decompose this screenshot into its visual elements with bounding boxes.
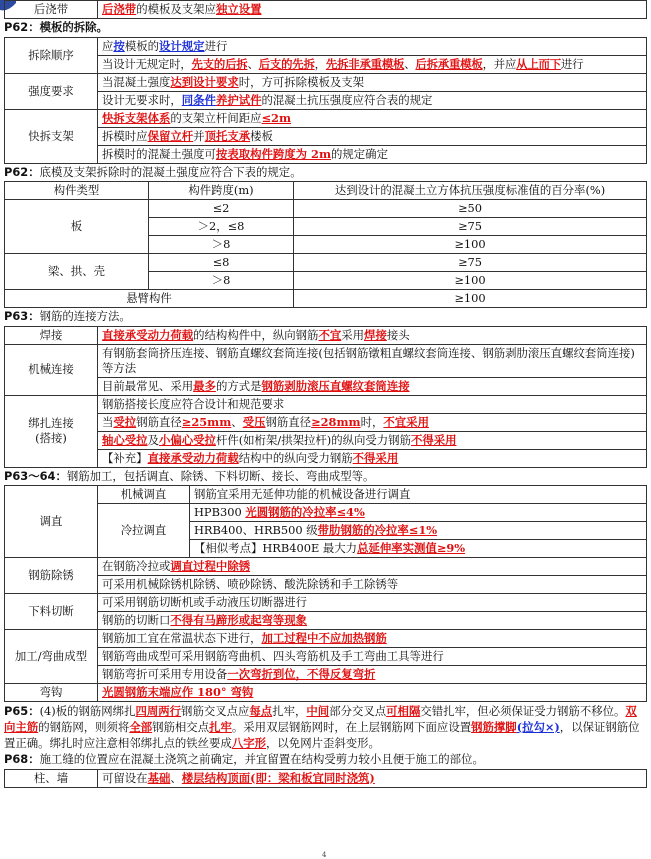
table-row xyxy=(5,594,647,612)
row-text: 可采用机械除锈机除锈、喷砂除锈、酸洗除锈和手工除锈等 xyxy=(98,576,647,594)
row-text: 当设计无规定时，先支的后拆、后支的先拆，先拆非承重模板、后拆承重模板，并应从上而下进行 xyxy=(98,55,647,73)
percent-cell: ≥100 xyxy=(294,236,647,254)
row-text: 应按模板的设计规定进行 xyxy=(98,37,647,55)
table-row xyxy=(5,55,647,73)
row-text: 光圆钢筋末端应作 180° 弯钩 xyxy=(98,684,647,702)
percent-cell: ≥75 xyxy=(294,218,647,236)
row-text: 钢筋弯折可采用专用设备一次弯折到位，不得反复弯折 xyxy=(98,666,647,684)
table-row xyxy=(5,91,647,109)
hook-label: 弯钩 xyxy=(5,684,98,702)
row-text: HPB300 光圆钢筋的冷拉率≤4% xyxy=(190,504,647,522)
member-type-cell: 悬臂构件 xyxy=(5,290,294,308)
column-wall-label: 柱、墙 xyxy=(5,769,98,787)
section-heading-p68: P68：施工缝的位置应在混凝土浇筑之前确定，并宜留置在结构受剪力较小且便于施工的部位。 xyxy=(4,752,484,766)
formwork-removal-table xyxy=(4,37,647,164)
member-type-cell: 板 xyxy=(5,200,149,254)
rebar-connection-table xyxy=(4,326,647,468)
table-row xyxy=(5,630,647,648)
table-row xyxy=(5,684,647,702)
table-row xyxy=(5,200,647,218)
span-cell: ≤8 xyxy=(149,254,294,272)
percent-cell: ≥75 xyxy=(294,254,647,272)
table-row xyxy=(5,145,647,163)
row-text: 钢筋的切断口不得有马蹄形或起弯等现象 xyxy=(98,612,647,630)
row-text: 可采用钢筋切断机或手动液压切断器进行 xyxy=(98,594,647,612)
rust-removal-label: 钢筋除锈 xyxy=(5,558,98,594)
removal-order-label: 拆除顺序 xyxy=(5,37,98,73)
row-text: 在钢筋冷拉或调直过程中除锈 xyxy=(98,558,647,576)
row-text: 【相似考点】HRB400E 最大力总延伸率实测值≥9% xyxy=(190,540,647,558)
post-pour-strip-table xyxy=(4,0,647,19)
column-header: 达到设计的混凝土立方体抗压强度标准值的百分率(%) xyxy=(294,182,647,200)
percent-cell: ≥100 xyxy=(294,290,647,308)
percent-cell: ≥100 xyxy=(294,272,647,290)
row-text: 设计无要求时，同条件养护试件的混凝土抗压强度应符合表的规定 xyxy=(98,91,647,109)
row-text: 钢筋加工宜在常温状态下进行，加工过程中不应加热钢筋 xyxy=(98,630,647,648)
row-label: 后浇带 xyxy=(5,1,98,19)
sub-label: 冷拉调直 xyxy=(98,504,190,558)
sub-label: 机械调直 xyxy=(98,486,190,504)
span-cell: ＞8 xyxy=(149,272,294,290)
row-text: 钢筋弯曲成型可采用钢筋弯曲机、四头弯筋机及手工弯曲工具等进行 xyxy=(98,648,647,666)
row-text: 当受拉钢筋直径≥25mm、受压钢筋直径≥28mm时，不宜采用 xyxy=(98,413,647,431)
table-row xyxy=(5,413,647,431)
row-text: 轴心受拉及小偏心受拉杆件(如桁架/拱架拉杆)的纵向受力钢筋不得采用 xyxy=(98,431,647,449)
table-row xyxy=(5,612,647,630)
column-header: 构件类型 xyxy=(5,182,149,200)
document-page xyxy=(4,0,647,788)
table-row xyxy=(5,37,647,55)
table-row xyxy=(5,326,647,344)
row-text: 有钢筋套筒挤压连接、钢筋直螺纹套筒连接(包括钢筋镦粗直螺纹套筒连接、钢筋剥肋滚压直螺纹套筒连接)等方法 xyxy=(98,344,647,377)
column-header: 构件跨度(m) xyxy=(149,182,294,200)
row-text: 直接承受动力荷载的结构构件中，纵向钢筋不宜采用焊接接头 xyxy=(98,326,647,344)
bending-label: 加工/弯曲成型 xyxy=(5,630,98,684)
row-text: 【补充】直接承受动力荷载结构中的纵向受力钢筋不得采用 xyxy=(98,449,647,467)
page-number: 4 xyxy=(322,851,327,859)
table-row xyxy=(5,769,647,787)
section-heading-p62-formwork: P62：模板的拆除。 xyxy=(4,20,108,34)
row-text: 钢筋宜采用无延伸功能的机械设备进行调直 xyxy=(190,486,647,504)
table-row xyxy=(5,449,647,467)
percent-cell: ≥50 xyxy=(294,200,647,218)
span-cell: ＞2，≤8 xyxy=(149,218,294,236)
table-row xyxy=(5,377,647,395)
table-row xyxy=(5,290,647,308)
table-row xyxy=(5,486,647,504)
quick-release-support-label: 快拆支架 xyxy=(5,109,98,163)
strength-requirement-label: 强度要求 xyxy=(5,73,98,109)
table-row xyxy=(5,504,647,522)
paragraph-p65: P65：(4)板的钢筋网绑扎四周两行钢筋交叉点应每点扎牢，中间部分交叉点可相隔交错扎牢，但必须保证受力钢筋不移位。双向主筋的钢筋网，则须将全部钢筋相交点扎牢。采用双层钢筋网时，在上层钢筋网下面应设置钢筋撑脚(拉勾×)，以保证钢筋位置正确。绑扎时应注意相邻绑扎点的铁丝要成八字形，以免网片歪斜变形。 xyxy=(4,704,640,750)
row-text: 目前最常见、采用最多的方式是钢筋剥肋滚压直螺纹套筒连接 xyxy=(98,377,647,395)
table-row xyxy=(5,431,647,449)
table-row xyxy=(5,558,647,576)
span-cell: ＞8 xyxy=(149,236,294,254)
table-row xyxy=(5,648,647,666)
table-row xyxy=(5,576,647,594)
construction-joint-table xyxy=(4,769,647,788)
row-text: 快拆支架体系的支架立杆间距应≤2m xyxy=(98,109,647,127)
section-heading-p63: P63：钢筋的连接方法。 xyxy=(4,309,131,323)
lap-splice-label: 绑扎连接 (搭接) xyxy=(5,395,98,467)
table-row xyxy=(5,666,647,684)
rebar-processing-table xyxy=(4,485,647,702)
row-text: 拆模时应保留立杆并顶托支承楼板 xyxy=(98,127,647,145)
table-header-row xyxy=(5,182,647,200)
mechanical-connection-label: 机械连接 xyxy=(5,344,98,395)
table-row xyxy=(5,254,647,272)
row-text: 钢筋搭接长度应符合设计和规范要求 xyxy=(98,395,647,413)
member-type-cell: 梁、拱、壳 xyxy=(5,254,149,290)
cutting-label: 下料切断 xyxy=(5,594,98,630)
section-heading-p62-strength: P62：底模及支架拆除时的混凝土强度应符合下表的规定。 xyxy=(4,164,302,179)
table-row xyxy=(5,395,647,413)
removal-strength-table xyxy=(4,181,647,308)
row-text: 可留设在基础、楼层结构顶面(即：梁和板宜同时浇筑) xyxy=(98,769,647,787)
section-heading-p63-64: P63～64：钢筋加工，包括调直、除锈、下料切断、接长、弯曲成型等。 xyxy=(4,468,375,483)
table-row xyxy=(5,109,647,127)
table-row xyxy=(5,127,647,145)
table-row xyxy=(5,344,647,377)
welding-label: 焊接 xyxy=(5,326,98,344)
straightening-label: 调直 xyxy=(5,486,98,558)
row-text: 拆模时的混凝土强度可按表取构件跨度为 2m的规定确定 xyxy=(98,145,647,163)
span-cell: ≤2 xyxy=(149,200,294,218)
table-row xyxy=(5,1,647,19)
row-text: HRB400、HRB500 级带肋钢筋的冷拉率≤1% xyxy=(190,522,647,540)
table-row xyxy=(5,73,647,91)
row-text: 后浇带的模板及支架应独立设置 xyxy=(98,1,647,19)
row-text: 当混凝土强度达到设计要求时，方可拆除模板及支架 xyxy=(98,73,647,91)
